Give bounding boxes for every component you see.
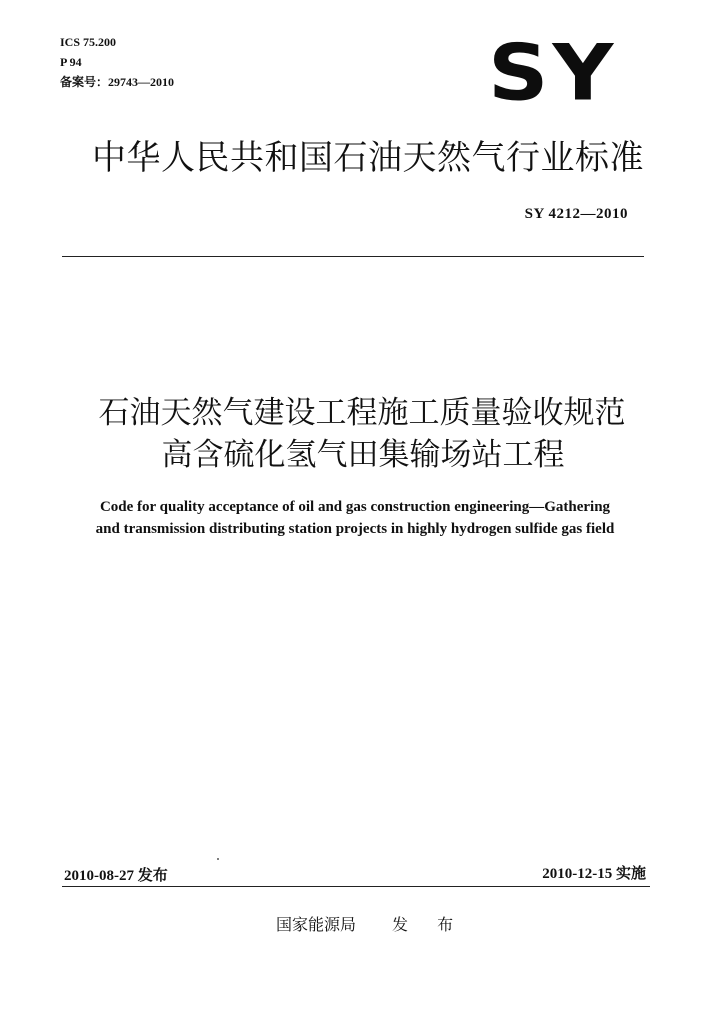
ics-code: ICS 75.200 — [60, 35, 117, 49]
print-speck — [217, 858, 219, 860]
title-en-line2: and transmission distributing station projects in highly hydrogen sulfide gas field — [95, 521, 615, 537]
sy-logo: SY — [488, 27, 618, 118]
document-title-en — [0, 496, 710, 540]
ccs-code: P 94 — [60, 55, 82, 69]
standard-number: SY 4212—2010 — [524, 206, 628, 222]
bottom-divider — [62, 886, 650, 887]
issue-date: 2010-08-27 发布 — [64, 868, 168, 884]
publisher-name: 国家能源局 — [276, 915, 357, 934]
document-title-zh — [0, 392, 724, 476]
publish-label: 发 布 — [392, 915, 466, 934]
title-zh-line1: 石油天然气建设工程施工质量验收规范 — [98, 395, 626, 431]
industry-standard-title: 中华人民共和国石油天然气行业标准 — [92, 138, 644, 178]
classification-block — [60, 32, 174, 92]
filing-number: 备案号：29743—2010 — [60, 75, 175, 89]
implementation-date: 2010-12-15 实施 — [542, 866, 646, 882]
title-en-line1: Code for quality acceptance of oil and gas construction engineering—Gathering — [99, 499, 611, 515]
top-divider — [62, 256, 644, 257]
title-zh-line2: 高含硫化氢气田集输场站工程 — [161, 437, 565, 473]
